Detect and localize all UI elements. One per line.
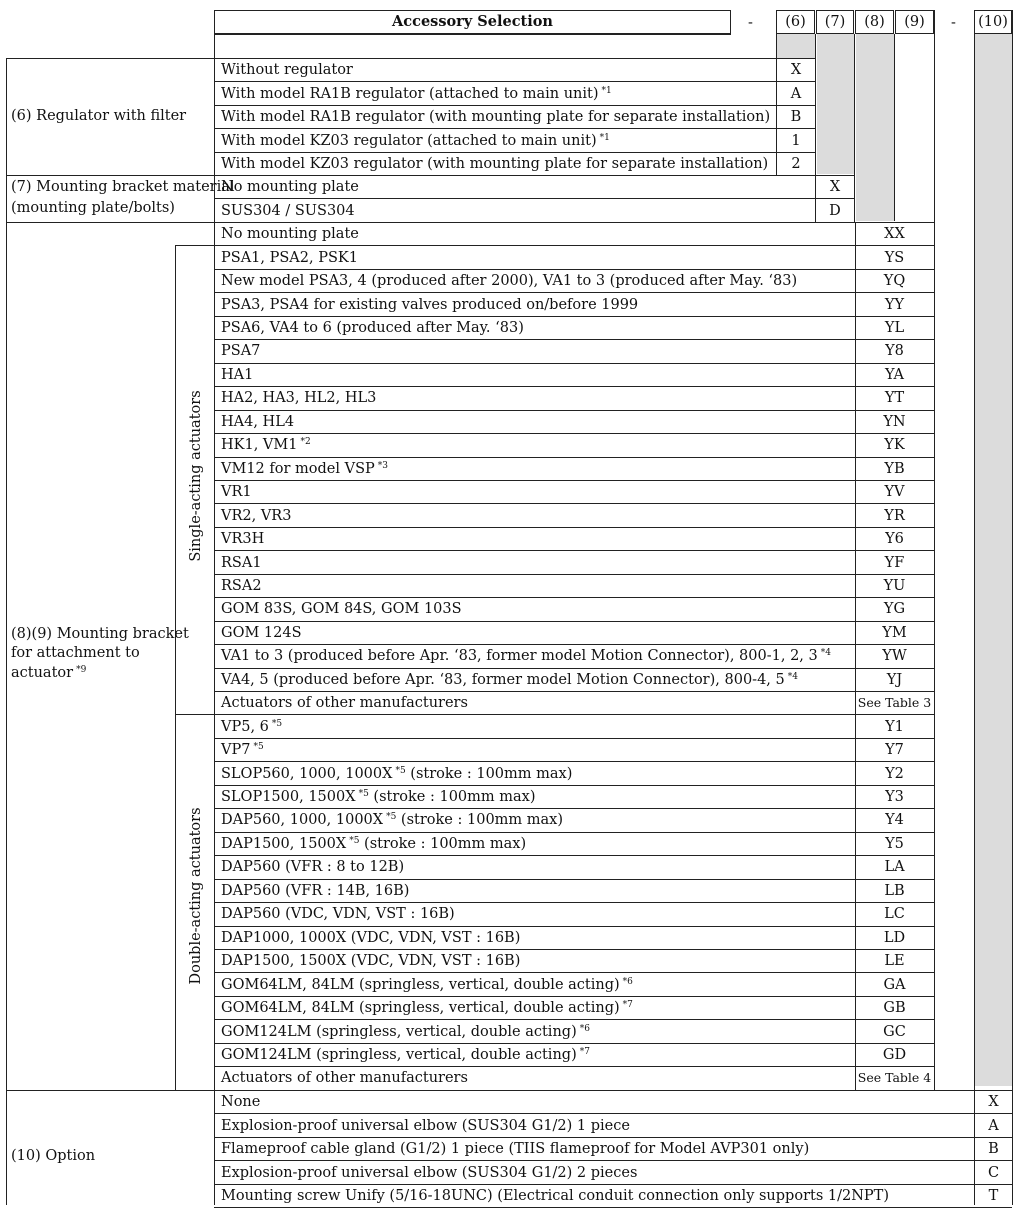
actuator-row-note: *5 [349, 835, 360, 846]
grid-line [1012, 10, 1013, 1205]
grid-line [214, 1019, 934, 1020]
column-header-6: (6) [776, 10, 815, 34]
actuator-code: Y6 [885, 531, 904, 548]
actuator-code: GC [883, 1023, 906, 1040]
regulator-group-label: (6) Regulator with filter [11, 108, 187, 124]
grid-line [214, 128, 816, 129]
actuator-row-text: PSA3, PSA4 for existing valves produced on/before 1999 [221, 296, 639, 313]
grid-line [214, 292, 934, 293]
grid-line [894, 34, 895, 221]
grid-line [214, 222, 215, 1090]
grid-line [214, 152, 816, 153]
actuator-row-text: SLOP1500, 1500X [221, 789, 356, 806]
grid-line [214, 433, 934, 434]
actuator-code: YA [885, 366, 904, 383]
actuator-code: YY [884, 296, 905, 313]
grid-line [214, 879, 934, 880]
actuator-code: YS [884, 249, 905, 266]
grid-line [6, 175, 7, 222]
regulator-row [221, 110, 770, 125]
actuator-code: Y2 [885, 765, 904, 782]
grid-line [214, 480, 934, 481]
grid-line [214, 1113, 1012, 1114]
actuator-code: See Table 3 [857, 695, 932, 711]
actuator-row [221, 532, 264, 547]
actuator-row [221, 907, 455, 922]
grid-line [214, 855, 934, 856]
option-row [221, 1119, 630, 1134]
grid-line [214, 175, 854, 176]
actuator-row [221, 978, 633, 993]
actuator-row [221, 767, 572, 782]
actuator-row-text: VR2, VR3 [221, 507, 292, 524]
actuator-row-note: *6 [579, 1023, 590, 1034]
grid-line [214, 1066, 934, 1067]
mounting-bracket-label-sup: *9 [76, 665, 87, 675]
grid-line [214, 949, 934, 950]
actuator-row [221, 720, 282, 735]
bracket-material-label-1: (7) Mounting bracket material [11, 179, 235, 195]
grid-line [214, 1137, 1012, 1138]
grid-line [214, 316, 934, 317]
actuator-row [221, 227, 359, 242]
actuator-code: LD [883, 929, 906, 946]
actuator-code: YJ [886, 671, 903, 688]
grid-line [214, 574, 934, 575]
actuator-row-text: GOM124LM (springless, vertical, double acting) [221, 1046, 577, 1063]
grid-line [214, 1160, 1012, 1161]
actuator-row [221, 743, 264, 758]
mounting-bracket-label-3-text: actuator [11, 665, 74, 681]
actuator-row-text: Actuators of other manufacturers [221, 1070, 468, 1087]
actuator-row [221, 790, 535, 805]
bracket-material-row [221, 204, 355, 219]
regulator-row [221, 87, 612, 102]
actuator-row-text: RSA2 [221, 577, 262, 594]
actuator-row-note: *2 [300, 437, 311, 448]
actuator-row-text: VP5, 6 [221, 718, 269, 735]
actuator-row-note: *5 [358, 789, 369, 800]
mounting-bracket-label-1: (8)(9) Mounting bracket [11, 626, 189, 642]
grid-line [214, 245, 934, 246]
actuator-code: LE [884, 953, 905, 970]
grid-line [6, 1090, 1012, 1091]
grid-line [934, 10, 935, 1090]
regulator-row-text: Without regulator [221, 62, 353, 79]
grid-line [214, 386, 934, 387]
actuator-code: YR [884, 507, 905, 524]
grid-line [214, 832, 934, 833]
grid-line [6, 222, 7, 1090]
actuator-code: YB [884, 460, 905, 477]
actuator-row [221, 1048, 590, 1063]
actuator-code: YK [884, 437, 905, 454]
bracket-material-row-text: SUS304 / SUS304 [221, 202, 355, 219]
grid-line [974, 10, 975, 1205]
actuator-row [221, 556, 262, 571]
actuator-row-note: *5 [386, 812, 397, 823]
actuator-row-text: PSA1, PSA2, PSK1 [221, 249, 358, 266]
actuator-row [221, 673, 798, 688]
grid-line [214, 1043, 934, 1044]
actuator-row [221, 391, 376, 406]
grid-line [214, 1184, 1012, 1185]
actuator-row-note: *4 [787, 671, 798, 682]
grid-line [214, 621, 934, 622]
actuator-row-text: HA4, HL4 [221, 413, 295, 430]
option-row [221, 1142, 809, 1157]
actuator-code: YM [882, 624, 907, 641]
option-row-text: None [221, 1094, 261, 1111]
actuator-code: See Table 4 [857, 1070, 932, 1086]
option-code: T [988, 1188, 999, 1205]
grid-line [214, 926, 934, 927]
regulator-code: 2 [791, 156, 801, 173]
actuator-row [221, 321, 524, 336]
column-header-8: (8) [855, 10, 894, 34]
shade-col7 [817, 34, 854, 174]
actuator-row [221, 1025, 590, 1040]
single-acting-label: Single-acting actuators [188, 390, 204, 562]
actuator-row-text: HA2, HA3, HL2, HL3 [221, 390, 377, 407]
grid-line [214, 972, 934, 973]
grid-line [214, 58, 816, 59]
actuator-row-text: GOM124LM (springless, vertical, double acting) [221, 1023, 577, 1040]
option-row [221, 1189, 889, 1204]
actuator-row-note: *6 [622, 976, 633, 987]
grid-line [214, 668, 934, 669]
actuator-row-note: *4 [820, 648, 831, 659]
actuator-row [221, 860, 404, 875]
actuator-row-text: GOM 124S [221, 624, 302, 641]
actuator-row [221, 884, 409, 899]
actuator-row-suffix: (stroke : 100mm max) [359, 835, 527, 852]
grid-line [214, 902, 934, 903]
actuator-code: Y3 [885, 789, 904, 806]
actuator-row [221, 438, 311, 453]
grid-line [175, 714, 215, 715]
actuator-row-text: VA1 to 3 (produced before Apr. ‘83, former model Motion Connector), 800-1, 2, 3 [221, 648, 818, 665]
bracket-material-code: X [829, 179, 841, 196]
shade-col10 [975, 34, 1012, 1086]
option-row-text: Explosion-proof universal elbow (SUS304 G1/2) 2 pieces [221, 1164, 638, 1181]
grid-line [214, 644, 934, 645]
actuator-row-text: No mounting plate [221, 226, 359, 243]
option-code: X [988, 1094, 999, 1111]
actuator-row-note: *7 [579, 1046, 590, 1057]
actuator-code: YF [884, 554, 905, 571]
actuator-row [221, 626, 302, 641]
actuator-row-text: VA4, 5 (produced before Apr. ‘83, former model Motion Connector), 800-4, 5 [221, 671, 785, 688]
regulator-code: B [790, 109, 802, 126]
actuator-code: GB [883, 1000, 906, 1017]
grid-line [214, 58, 215, 175]
regulator-row-text: With model RA1B regulator (attached to main unit) [221, 85, 599, 102]
option-code: B [988, 1141, 999, 1158]
actuator-row-text: DAP1000, 1000X (VDC, VDN, VST : 16B) [221, 929, 521, 946]
header-dash-1: - [748, 15, 753, 31]
option-code: A [988, 1117, 999, 1134]
actuator-code: Y7 [885, 742, 904, 759]
actuator-row-note: *7 [622, 1000, 633, 1011]
actuator-row [221, 485, 252, 500]
column-header-9: (9) [895, 10, 934, 34]
actuator-row [221, 813, 563, 828]
grid-line [214, 269, 934, 270]
actuator-row-text: HA1 [221, 366, 254, 383]
bracket-material-row [221, 180, 359, 195]
grid-line [214, 527, 934, 528]
actuator-row-text: GOM 83S, GOM 84S, GOM 103S [221, 601, 462, 618]
grid-line [175, 245, 176, 1090]
actuator-row [221, 579, 262, 594]
option-row [221, 1166, 637, 1181]
grid-line [214, 339, 934, 340]
grid-line [214, 503, 934, 504]
actuator-row-text: DAP560, 1000, 1000X [221, 812, 384, 829]
regulator-row-text: With model KZ03 regulator (attached to main unit) [221, 132, 597, 149]
bracket-material-label-2: (mounting plate/bolts) [11, 200, 175, 216]
actuator-row-note: *5 [271, 718, 283, 729]
actuator-row [221, 344, 260, 359]
actuator-code: YU [883, 577, 906, 594]
actuator-row [221, 696, 468, 711]
header-dash-2: - [951, 15, 956, 31]
shade-col6 [777, 34, 815, 58]
actuator-code: LB [884, 882, 905, 899]
grid-line [214, 785, 934, 786]
actuator-row [221, 649, 831, 664]
actuator-row-text: VM12 for model VSP [221, 460, 375, 477]
actuator-code: Y4 [885, 812, 904, 829]
grid-line [6, 1090, 7, 1205]
actuator-code: YN [883, 413, 906, 430]
grid-line [214, 691, 934, 692]
actuator-row-suffix: (stroke : 100mm max) [405, 765, 573, 782]
regulator-row [221, 134, 610, 149]
column-header-7: (7) [816, 10, 854, 34]
regulator-code: 1 [791, 132, 801, 149]
accessory-selection-title: Accessory Selection [214, 10, 731, 34]
grid-line [214, 410, 934, 411]
grid-line [854, 34, 855, 222]
mounting-bracket-label-3 [11, 666, 86, 681]
grid-line [214, 738, 934, 739]
actuator-row-text: RSA1 [221, 554, 262, 571]
actuator-row [221, 954, 520, 969]
actuator-row [221, 931, 520, 946]
regulator-row-note: *1 [599, 132, 610, 143]
actuator-row-text: DAP560 (VFR : 14B, 16B) [221, 882, 410, 899]
grid-line [214, 105, 816, 106]
regulator-row [221, 63, 353, 78]
actuator-code: Y1 [885, 718, 904, 735]
actuator-row-note: *5 [253, 742, 264, 753]
actuator-code: YV [884, 484, 905, 501]
actuator-code: XX [884, 226, 905, 243]
actuator-row [221, 298, 638, 313]
option-row [221, 1095, 260, 1110]
actuator-row-text: New model PSA3, 4 (produced after 2000), VA1 to 3 (produced after May. ‘83) [221, 273, 798, 290]
actuator-row-text: DAP560 (VDC, VDN, VST : 16B) [221, 906, 455, 923]
actuator-row [221, 274, 797, 289]
actuator-row-text: HK1, VM1 [221, 437, 298, 454]
actuator-row-text: GOM64LM, 84LM (springless, vertical, double acting) [221, 976, 620, 993]
actuator-code: LC [884, 906, 905, 923]
actuator-row-text: VR3H [221, 531, 265, 548]
regulator-row-text: With model RA1B regulator (with mounting plate for separate installation) [221, 109, 771, 126]
regulator-row-text: With model KZ03 regulator (with mounting plate for separate installation) [221, 156, 769, 173]
actuator-row-text: DAP1500, 1500X [221, 835, 347, 852]
actuator-row [221, 602, 462, 617]
actuator-row-note: *5 [395, 765, 406, 776]
actuator-code: YW [882, 648, 907, 665]
option-row-text: Flameproof cable gland (G1/2) 1 piece (TIIS flameproof for Model AVP301 only) [221, 1141, 810, 1158]
grid-line [214, 550, 934, 551]
grid-line [214, 1090, 215, 1205]
regulator-code: A [790, 85, 802, 102]
grid-line [214, 808, 934, 809]
actuator-row-text: Actuators of other manufacturers [221, 695, 468, 712]
actuator-row-text: GOM64LM, 84LM (springless, vertical, double acting) [221, 1000, 620, 1017]
actuator-row [221, 837, 526, 852]
option-row-text: Mounting screw Unify (5/16-18UNC) (Electrical conduit connection only supports 1/2NPT) [221, 1188, 889, 1205]
bracket-material-row-text: No mounting plate [221, 179, 359, 196]
actuator-row [221, 368, 253, 383]
grid-line [6, 58, 7, 175]
actuator-row-text: VP7 [221, 742, 251, 759]
actuator-code: Y5 [885, 835, 904, 852]
actuator-row [221, 462, 388, 477]
actuator-code: LA [884, 859, 905, 876]
bracket-material-code: D [829, 202, 841, 219]
mounting-bracket-label-2: for attachment to [11, 645, 140, 661]
grid-line [214, 457, 934, 458]
option-row-text: Explosion-proof universal elbow (SUS304 G1/2) 1 piece [221, 1117, 630, 1134]
actuator-row-suffix: (stroke : 100mm max) [368, 789, 536, 806]
regulator-row [221, 157, 768, 172]
actuator-row [221, 415, 294, 430]
grid-line [214, 996, 934, 997]
grid-line [214, 81, 816, 82]
actuator-row-text: DAP560 (VFR : 8 to 12B) [221, 859, 405, 876]
actuator-row-note: *3 [377, 460, 388, 471]
actuator-code: YT [884, 390, 905, 407]
grid-line [214, 222, 934, 223]
shade-col8 [856, 34, 894, 221]
grid-line [6, 175, 214, 176]
column-header-10: (10) [974, 10, 1012, 34]
actuator-code: GA [883, 976, 906, 993]
option-group-label: (10) Option [11, 1148, 96, 1164]
double-acting-label: Double-acting actuators [188, 807, 204, 985]
actuator-code: YL [884, 320, 905, 337]
actuator-row-suffix: (stroke : 100mm max) [396, 812, 564, 829]
actuator-code: YG [883, 601, 906, 618]
actuator-row-text: PSA7 [221, 343, 261, 360]
grid-line [175, 245, 215, 246]
option-code: C [987, 1164, 1000, 1181]
grid-line [214, 761, 934, 762]
actuator-row-text: SLOP560, 1000, 1000X [221, 765, 393, 782]
actuator-code: GD [882, 1046, 907, 1063]
actuator-row [221, 509, 291, 524]
regulator-code: X [790, 62, 802, 79]
grid-line [214, 198, 854, 199]
grid-line [214, 363, 934, 364]
actuator-row [221, 251, 358, 266]
actuator-row-text: DAP1500, 1500X (VDC, VDN, VST : 16B) [221, 953, 521, 970]
actuator-code: YQ [883, 273, 906, 290]
actuator-row [221, 1001, 633, 1016]
actuator-code: Y8 [885, 343, 904, 360]
grid-line [214, 597, 934, 598]
regulator-row-note: *1 [601, 85, 612, 96]
actuator-row-text: VR1 [221, 484, 252, 501]
grid-line [214, 714, 934, 715]
actuator-row [221, 1071, 468, 1086]
grid-line [6, 58, 214, 59]
actuator-row-text: PSA6, VA4 to 6 (produced after May. ‘83) [221, 320, 524, 337]
